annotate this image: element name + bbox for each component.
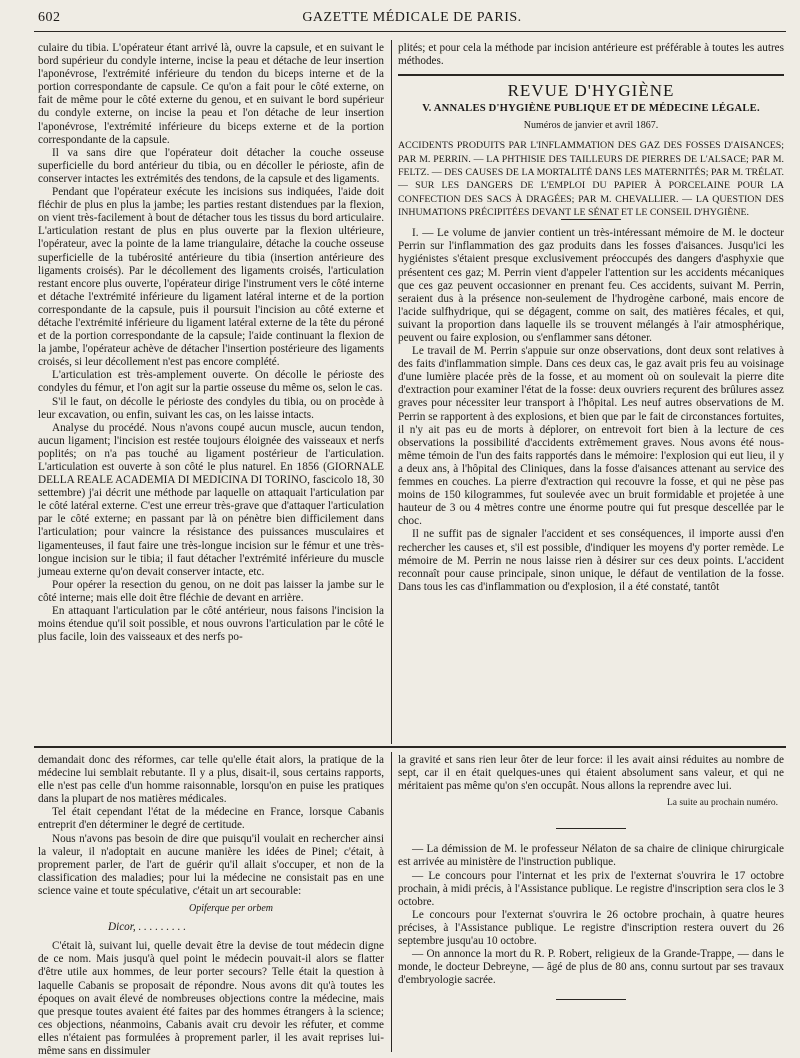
news-item: Le concours pour l'externat s'ouvrira le 26 octobre prochain, à quatre heures précises, à l'Assistance publique. Le registre d'inscription restera ouvert du 26 septembre jusqu'au 10 octobre. — [398, 908, 784, 948]
paragraph: culaire du tibia. L'opérateur étant arrivé là, ouvre la capsule, et en suivant le bord supérieur du condyle interne, incise la peau et détache de leur insertion l'aponévrose, l'extrémité inférieure du tendon du biceps interne et de la portion correspondante de capsule. Ce qu'on a fait pour le côté externe, on fait de même pour le côté externe du genou, et en suivant le bord supérieur du condyle externe, on incise la peau et l'on détache de leur insertion l'aponévrose, l'extrémité inférieure du biceps externe et de la portion correspondante de la capsule. — [38, 42, 384, 146]
page-number: 602 — [38, 10, 61, 25]
subsection-title: V. ANNALES D'HYGIÈNE PUBLIQUE ET DE MÉDECINE LÉGALE. — [422, 103, 760, 115]
running-head — [38, 8, 786, 30]
end-rule — [556, 999, 626, 1000]
paragraph: Pendant que l'opérateur exécute les incisions sus indiquées, l'aide doit fléchir de plus en plus la jambe; les parties restant distendues par la flexion, on vient très-facilement à bout de détacher tous les tissus du bord articulaire. L'articulation restant de plus en plus ouverte par la flexion ultérieure, l'opérateur, avec la pointe de la lame triangulaire, détache la couche osseuse superficielle de la tubérosité antérieure du tibia (insertion antérieure des ligaments croisés). Par le décollement des ligaments croisés, l'articulation restant encore plus ouverte, l'opérateur dirige l'instrument vers le côté interne et détache l'extrémité inférieure du ligament latéral interne et de la portion correspondante de la capsule, puis il poursuit l'incision au côté externe et détache l'extrémité inférieure du ligament latéral externe de la tête du péroné et de la portion correspondante de la capsule; l'aide continuant la flexion de la jambe, l'opérateur achève de détacher l'insertion postérieure des ligaments croisés, si leur décollement n'est pas encore complété. — [38, 186, 384, 369]
paragraph: plités; et pour cela la méthode par incision antérieure est préférable à toutes les autres méthodes. — [398, 42, 784, 68]
hygiene-review-header — [398, 81, 784, 132]
paragraph: Le travail de M. Perrin s'appuie sur onze observations, dont deux sont relatives à des faits d'inflammation simple. Dans ces deux cas, le gaz avait pris feu au voisinage d'une lumière placée près de la fosse, et au moment où on soulevait la pierre dite d'extraction pour examiner l'état de la fosse: deux ouvriers reçurent des brûlures assez graves pour nécessiter leur transport à l'hôpital. Les neuf autres observations de M. Perrin se rapportent à des explosions, et bien que par le fait de circonstances fortuites, il n'y ait pas eu de morts à déplorer, on entrevoit fort bien à la lecture de ces observations la possibilité d'accidents extrêmement graves. Nous avons été nous-même témoin de l'un des faits rapportés dans le mémoire: l'explosion qui eut lieu, il y a deux ans, à l'hôpital des Cliniques, dans la fosse d'aisances attenant au service des femmes en couches. La pierre d'extraction qui recouvre la fosse, et qui ne pèse pas moins de 150 kilogrammes, fut soulevée avec un bruit formidable et projetée à une hauteur de 3 ou 4 mètres contre une énorme poutre qui fut presque descellée par le choc. — [398, 345, 784, 528]
news-item: — On annonce la mort du R. P. Robert, religieux de la Grande-Trappe, — dans le monde, le docteur Debreyne, — âgé de plus de 80 ans, connu surtout par ses travaux d'embryologie sacrée. — [398, 948, 784, 987]
column-divider — [391, 752, 392, 1052]
paragraph: C'était là, suivant lui, quelle devait être la devise de tout médecin digne de ce nom. Mais jusqu'à quel point le médecin pouvait-il alors se flatter d'être utile aux hommes, de leur porter secours? Telle était la question à laquelle Cabanis se proposait de répondre. Nous avons dit qu'à toutes les époques on avait élevé de nombreuses objections contre la médecine, mais que presque toutes avaient été faites par des hommes étrangers à la science; ces objections, néanmoins, Cabanis avait cru devoir les réfuter, et comme elles n'étaient pas formulées à proprement parler, il les avait reprises lui-même sans en dissimuler — [38, 940, 384, 1057]
column-divider — [391, 40, 392, 744]
news-item: — La démission de M. le professeur Nélaton de sa chaire de clinique chirurgicale est arrivée au ministère de l'instruction publique. — [398, 843, 784, 869]
paragraph: Tel était cependant l'état de la médecine en France, lorsque Cabanis entreprit d'en déterminer le degré de certitude. — [38, 806, 384, 832]
paragraph: En attaquant l'articulation par le côté antérieur, nous faisons l'incision la moins étendue qu'il soit possible, et nous ouvrons l'articulation par le côté le plus facile, loin des vaisseaux et des nerfs po- — [38, 605, 384, 644]
paragraph: Pour opérer la resection du genou, on ne doit pas laisser la jambe sur le côté interne; mais elle doit être fléchie de devant en arrière. — [38, 578, 384, 604]
paragraph: Il va sans dire que l'opérateur doit détacher la couche osseuse superficielle du bord antérieur du tibia, ou en décoller le périoste, afin de conserver intactes les extrémités des tendons, de la capsule et des ligaments. — [38, 146, 384, 185]
issue-dates: Numéros de janvier et avril 1867. — [523, 120, 659, 132]
upper-left-column — [38, 42, 384, 742]
separator — [556, 828, 626, 829]
journal-title: GAZETTE MÉDICALE DE PARIS. — [302, 10, 522, 25]
paragraph: Analyse du procédé. Nous n'avons coupé aucun muscle, aucun tendon, aucun ligament; l'incision est restée toujours éloignée des vaisseaux et nerfs poplités; on n'a pas touché au ligament postérieur de l'articulation. L'articulation est ouverte à son côté le plus naturel. En 1856 (GIORNALE DELLA REALE ACADEMIA DI MEDICINA DI TORINO, fascicolo 18, 30 settembre) j'ai décrit une méthode par laquelle on attaquait l'articulation par le côté latéral externe. C'est une erreur très-grave que d'attaquer l'articulation par le côté externe; en passant par là on pénètre bien difficilement dans l'articulation; pour vaincre la résistance des puissances musculaires et ligamenteuses, il faut faire une très-longue incision sur le fémur et une très-longue incision sur le tibia; il faut détacher l'extrémité inférieure du muscle jumeau externe qu'on devait conserver intacte, etc. — [38, 421, 384, 578]
latin-quote: Opiferque per orbem — [188, 903, 274, 915]
paragraph: la gravité et sans rien leur ôter de leur force: il les avait ainsi réduites au nombre de sept, car il en était quelques-unes qui étaient absolument sans valeur, et qui ne méritaient pas même qu'on s'en occupât. Nous allons la reprendre avec lui. — [398, 754, 784, 793]
paragraph: Il ne suffit pas de signaler l'accident et ses conséquences, il importe aussi d'en rechercher les causes et, s'il est possible, d'indiquer les moyens d'y porter remède. Le mémoire de M. Perrin ne nous laisse rien à désirer sur ces deux points. L'accident reconnaît pour cause principale, sinon unique, le défaut de ventilation de la fosse. Dans tous les cas d'inflammation ou d'explosion, il a été constaté, tantôt — [398, 528, 784, 593]
paragraph: S'il le faut, on décolle le périoste des condyles du tibia, ou on procède à leur excavation, ou enfin, suivant les cas, on les laisse intacts. — [38, 395, 384, 421]
feuilleton-rule — [34, 746, 786, 748]
upper-right-column — [398, 42, 784, 742]
head-rule — [34, 31, 786, 32]
section-title: REVUE D'HYGIÈNE — [507, 81, 675, 101]
separator — [561, 219, 621, 220]
paragraph: I. — Le volume de janvier contient un très-intéressant mémoire de M. le docteur Perrin sur l'inflammation des gaz produits dans les fosses d'aisances. Jusqu'ici les hygiénistes s'étaient presque exclusivement préoccupés des dangers d'asphyxie que présentent ces gaz; M. Perrin vient d'appeler l'attention sur les accidents mécaniques que ces gaz peuvent occasionner en prenant feu. Ces accidents, suivant M. Perrin, seraient dus à la présence non-seulement de l'hydrogène carboné, mais encore de l'acide sulfhydrique, qui se dégagent, comme on sait, des matières fécales, et qui, suivant la proportion dans laquelle ils se trouvent mélangés à l'air atmosphérique, peuvent ou faire explosion, ou s'enflammer sans détoner. — [398, 227, 784, 344]
paragraph: Nous n'avons pas besoin de dire que puisqu'il voulait en rechercher ainsi la valeur, il n'adoptait en aucune manière les idées de Pinel; c'était, à proprement parler, de l'art de guérir qu'il allait s'occuper, et non de la classification des maladies; pour lui la médecine ne consistait pas en une science vaine et toute spéculative, c'était un art secourable: — [38, 832, 384, 897]
news-item: — Le concours pour l'internat et les prix de l'externat s'ouvrira le 17 octobre prochain, à midi précis, à l'Assistance publique. Le registre d'inscription sera clos le 3 octobre. — [398, 869, 784, 908]
paragraph: demandait donc des réformes, car telle qu'elle était alors, la pratique de la médecine lui semblait rebutante. Il y a plus, disait-il, sous certains rapports, elle n'est pas celle d'un homme raisonnable, lorsqu'on en puise les pratiques dans la plupart de nos matières médicales. — [38, 754, 384, 806]
lower-right-column — [398, 754, 784, 1050]
paragraph: L'articulation est très-amplement ouverte. On décolle le périoste des condyles du fémur, et l'on agit sur la partie osseuse du même os, selon le cas. — [38, 369, 384, 395]
latin-quote-continuation: Dicor, . . . . . . . . . — [108, 921, 186, 934]
table-of-contents: ACCIDENTS PRODUITS PAR L'INFLAMMATION DES GAZ DES FOSSES D'AISANCES; PAR M. PERRIN. — LA PHTHISIE DES TAILLEURS DE PIERRES DE L'ALSACE; PAR M. FELTZ. — DES CAUSES DE LA MORTALITÉ DANS LES MATERNITÉS; PAR M. TRÉLAT. — SUR LES DANGERS DE L'EMPLOI DU PAPIER À PORCELAINE POUR LA CONFECTION DES SACS À DRAGÉES; PAR M. CHEVALLIER. — LA QUESTION DES INHUMATIONS PRÉCIPITÉES DEVANT LE SÉNAT ET LE CONSEIL D'HYGIÈNE. — [398, 140, 784, 218]
continued-note: La suite au prochain numéro. — [666, 798, 778, 809]
lower-left-column — [38, 754, 384, 1057]
section-rule — [398, 74, 784, 76]
